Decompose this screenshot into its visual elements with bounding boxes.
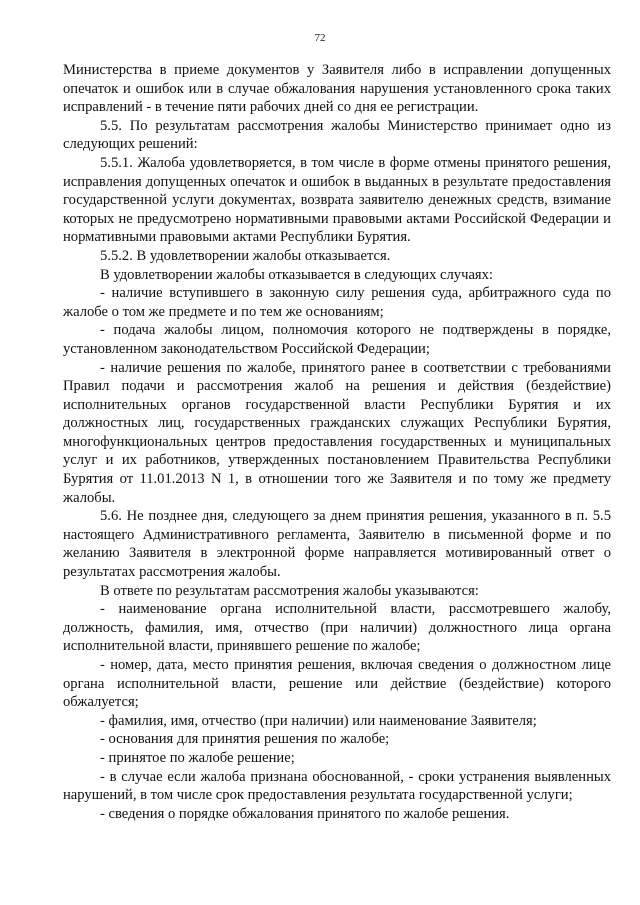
list-item-decision: - принятое по жалобе решение; <box>100 749 295 766</box>
paragraph-continuation: Министерства в приеме документов у Заявителя либо в исправлении допущенных опечаток и ошибок или в случае обжалования нарушения установленного срока таких исправлений - в течение пяти рабочих дней со дня ее регистрации. <box>63 62 611 116</box>
paragraph-5-5-2: 5.5.2. В удовлетворении жалобы отказывается. <box>100 247 391 264</box>
page-number: 72 <box>314 32 326 44</box>
paragraph-5-6: 5.6. Не позднее дня, следующего за днем принятия решения, указанного в п. 5.5 настоящего Административного регламента, Заявителю в письменной форме и по желанию Заявителя в электронной форме направляется мотивированный ответ о результатах рассмотрения жалобы. <box>63 508 611 581</box>
paragraph-5-5: 5.5. По результатам рассмотрения жалобы Министерство принимает одно из следующих решений: <box>63 117 611 153</box>
list-item-deadlines: - в случае если жалоба признана обоснованной, - сроки устранения выявленных нарушений, в том числе срок предоставления результата государственной услуги; <box>63 768 611 804</box>
paragraph-answer-intro: В ответе по результатам рассмотрения жалобы указываются: <box>100 582 479 599</box>
paragraph-5-5-1: 5.5.1. Жалоба удовлетворяется, в том числе в форме отмены принятого решения, исправления допущенных опечаток и ошибок в выданных в результате предоставления государственной услуги документах, возврата заявителю денежных средств, взимание которых не предусмотрено нормативными правовыми актами Российской Федерации и нормативными правовыми актами Республики Бурятия. <box>63 154 611 246</box>
list-item-grounds: - основания для принятия решения по жалобе; <box>100 731 390 748</box>
list-item-appeal-procedure: - сведения о порядке обжалования принятого по жалобе решения. <box>100 805 510 822</box>
list-item-prior-decision: - наличие решения по жалобе, принятого ранее в соответствии с требованиями Правил подачи и рассмотрения жалоб на решения и действия (бездействие) исполнительных органов государственной власти Республики Бурятия и их должностных лиц, государственных гражданских служащих Республики Бурятия, многофункциональных центров предоставления государственных и муниципальных услуг и их работников, утвержденных постановлением Правительства Республики Бурятия от 11.01.2013 N 1, в отношении того же Заявителя и по тому же предмету жалобы. <box>63 359 611 506</box>
document-body <box>63 61 611 823</box>
paragraph-refusal-intro: В удовлетворении жалобы отказывается в следующих случаях: <box>100 266 493 283</box>
list-item-applicant-name: - фамилия, имя, отчество (при наличии) или наименование Заявителя; <box>100 712 537 729</box>
list-item-court-decision: - наличие вступившего в законную силу решения суда, арбитражного суда по жалобе о том же предмете и по тем же основаниям; <box>63 285 611 320</box>
list-item-decision-number: - номер, дата, место принятия решения, включая сведения о должностном лице органа исполнительной власти, решение или действие (бездействие) которого обжалуется; <box>63 657 611 711</box>
list-item-unconfirmed-authority: - подача жалобы лицом, полномочия которого не подтверждены в порядке, установленном законодательством Российской Федерации; <box>63 322 611 357</box>
list-item-authority-name: - наименование органа исполнительной власти, рассмотревшего жалобу, должность, фамилия, имя, отчество (при наличии) должностного лица органа исполнительной власти, принявшего решение по жалобе; <box>63 601 611 655</box>
